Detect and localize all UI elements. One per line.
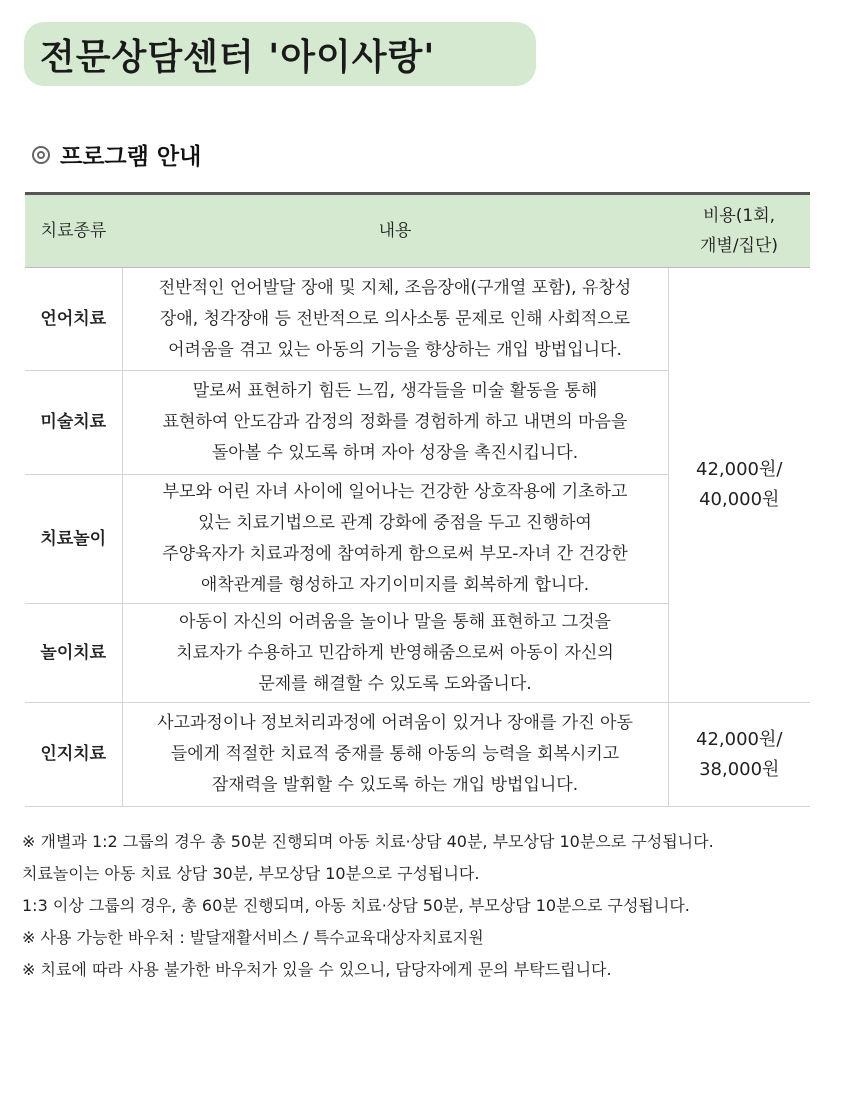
row-type-theraplay: 치료놀이 [25,475,122,604]
desc-line: 표현하여 안도감과 감정의 정화를 경험하게 하고 내면의 마음을 [162,412,628,432]
page-title-banner [24,22,536,86]
cost-line: 42,000원/ [696,459,783,480]
header-cost-line1: 비용(1회, [702,206,776,226]
desc-line: 치료자가 수용하고 민감하게 반영해줌으로써 아동이 자신의 [176,642,614,663]
desc-line: 애착관계를 형성하고 자기이미지를 회복하게 합니다. [200,575,590,595]
row-desc-speech [122,268,668,371]
row-desc-art [122,371,668,475]
page-title: 전문상담센터 '아이사랑' [40,36,436,78]
header-content: 내용 [122,194,668,268]
row-type-play: 놀이치료 [25,604,122,703]
row-desc-cognitive [122,703,668,807]
desc-line: 있는 치료기법으로 관계 강화에 중점을 두고 진행하여 [198,513,592,533]
cost-line: 38,000원 [699,758,780,780]
row-type-art: 미술치료 [25,371,122,475]
note-line: 1:3 이상 그룹의 경우, 총 60분 진행되며, 아동 치료·상담 50분, 부모상담 10분으로 구성됩니다. [22,896,690,915]
desc-line: 말로써 표현하기 힘든 느낌, 생각들을 미술 활동을 통해 [192,381,598,401]
desc-line: 장애, 청각장애 등 전반적으로 의사소통 문제로 인해 사회적으로 [159,308,631,329]
desc-line: 돌아볼 수 있도록 하며 자아 성장을 촉진시킵니다. [211,443,579,463]
table-row [25,703,810,807]
desc-line: 문제를 해결할 수 있도록 도와줍니다. [258,673,532,694]
header-cost [668,194,810,268]
cost-line: 40,000원 [699,489,780,510]
desc-line: 주양육자가 치료과정에 참여하게 함으로써 부모-자녀 간 건강한 [162,544,628,564]
desc-line: 아동이 자신의 어려움을 놀이나 말을 통해 표현하고 그것을 [179,611,611,632]
desc-line: 들에게 적절한 치료적 중재를 통해 아동의 능력을 회복시키고 [170,744,620,764]
note-line: 치료놀이는 아동 치료 상담 30분, 부모상담 10분으로 구성됩니다. [22,864,480,883]
notes-section [22,826,714,986]
row-desc-theraplay [122,475,668,604]
section-header [32,138,201,171]
row-desc-play [122,604,668,703]
note-line: ※ 사용 가능한 바우처 : 발달재활서비스 / 특수교육대상자치료지원 [22,928,484,947]
note-line: ※ 개별과 1:2 그룹의 경우 총 50분 진행되며 아동 치료·상담 40분, 부모상담 10분으로 구성됩니다. [22,832,714,851]
row-type-cognitive: 인지치료 [25,703,122,807]
double-circle-icon [32,146,50,164]
desc-line: 사고과정이나 정보처리과정에 어려움이 있거나 장애를 가진 아동 [157,713,633,733]
cost-cell-group-2 [668,703,810,807]
header-cost-line2: 개별/집단) [699,236,779,256]
table-row [25,268,810,371]
table-header-row [25,194,810,268]
desc-line: 어려움을 겪고 있는 아동의 기능을 향상하는 개입 방법입니다. [168,339,622,360]
desc-line: 잠재력을 발휘할 수 있도록 하는 개입 방법입니다. [211,775,579,795]
desc-line: 전반적인 언어발달 장애 및 지체, 조음장애(구개열 포함), 유창성 [158,277,632,298]
section-title: 프로그램 안내 [60,144,202,170]
cost-line: 42,000원/ [696,728,783,750]
header-type: 치료종류 [25,194,122,268]
note-line: ※ 치료에 따라 사용 불가한 바우처가 있을 수 있으니, 담당자에게 문의 부탁드립니다. [22,960,612,979]
program-table [25,192,810,807]
cost-cell-group-1 [668,268,810,703]
desc-line: 부모와 어린 자녀 사이에 일어나는 건강한 상호작용에 기초하고 [162,482,628,502]
row-type-speech: 언어치료 [25,268,122,371]
